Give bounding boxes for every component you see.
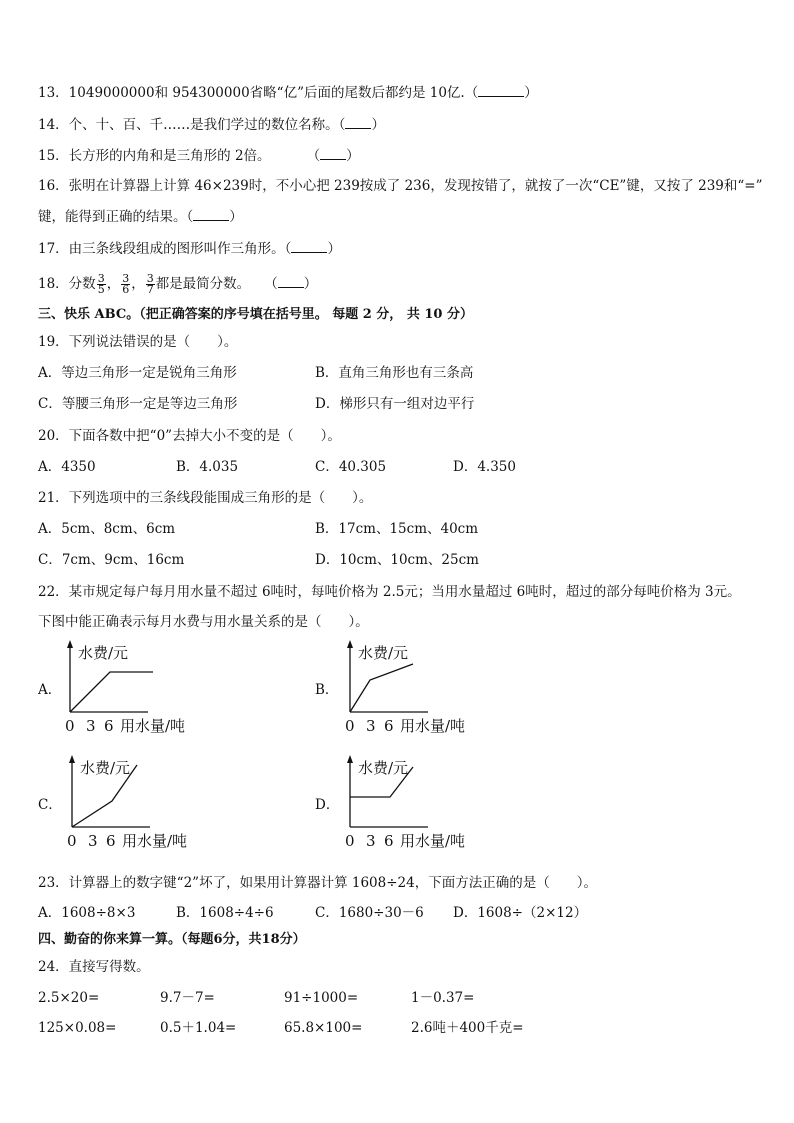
- question-16-line2: [38, 206, 243, 227]
- q20-option-c[interactable]: C．40.305: [315, 459, 387, 475]
- tick-0: 0: [65, 717, 75, 735]
- tick-0: 0: [345, 717, 355, 735]
- question-17-text: 17．由三条线段组成的图形叫作三角形。（: [38, 241, 292, 257]
- fraction-2: $\frac{3}{6}$: [122, 272, 130, 296]
- q22-graph-b[interactable]: [340, 640, 490, 739]
- question-20: 20．下面各数中把“0”去掉大小不变的是（ ）。: [38, 428, 341, 444]
- tick-6: 6: [384, 832, 394, 850]
- calc-item: 0.5＋1.04=: [160, 1020, 237, 1036]
- graph-line: [350, 664, 413, 712]
- graph-c-svg: [62, 755, 212, 853]
- graph-b-svg: [340, 640, 490, 735]
- answer-blank[interactable]: [320, 145, 346, 160]
- x-axis-label: 用水量/吨: [120, 717, 186, 735]
- y-arrow: [347, 755, 353, 763]
- tick-6: 6: [106, 832, 116, 850]
- question-18-text: 18．分数: [38, 276, 96, 292]
- tick-6: 6: [104, 717, 114, 735]
- q22-option-c-label[interactable]: C．: [38, 797, 62, 813]
- answer-blank[interactable]: [278, 273, 304, 288]
- question-16-line1: [38, 176, 763, 196]
- q22-option-a-label[interactable]: A．: [38, 682, 62, 698]
- q21-option-a[interactable]: A．5cm、8cm、6cm: [38, 521, 176, 537]
- y-arrow: [69, 755, 75, 763]
- q22-graph-c[interactable]: [62, 755, 212, 857]
- answer-blank[interactable]: [478, 82, 524, 97]
- section-3-title: 三、快乐 ABC。（把正确答案的序号填在括号里。 每题 2 分， 共 10 分）: [38, 307, 473, 322]
- tick-3: 3: [88, 832, 98, 850]
- question-16-text: 16．张明在计算器上计算 46×239时，不小心把 239按成了 236，发现按错了，就按了一次“CE”键，又按了 239和“=”: [38, 178, 763, 194]
- calc-item: 125×0.08=: [38, 1020, 117, 1036]
- paren-close: ）: [327, 241, 341, 257]
- tick-0: 0: [67, 832, 77, 850]
- paren-close: ）: [229, 209, 243, 225]
- calc-item: 9.7－7=: [160, 990, 215, 1006]
- q19-option-d[interactable]: D．梯形只有一组对边平行: [315, 396, 475, 412]
- tick-3: 3: [86, 717, 96, 735]
- question-13: [38, 82, 538, 103]
- q22-graph-a[interactable]: [60, 640, 210, 739]
- fraction-1: $\frac{3}{5}$: [97, 272, 105, 296]
- q23-option-c[interactable]: C．1680÷30－6: [315, 905, 424, 921]
- question-17: [38, 238, 341, 259]
- graph-line: [70, 672, 153, 712]
- calc-item: 91÷1000=: [284, 990, 359, 1006]
- question-13-text: 13．1049000000和 954300000省略“亿”后面的尾数后都约是 10亿.（: [38, 85, 479, 101]
- y-axis-label: 水费/元: [358, 759, 409, 777]
- paren-close: ）: [346, 148, 360, 164]
- question-14-text: 14．个、十、百、千……是我们学过的数位名称。（: [38, 117, 346, 133]
- tick-3: 3: [366, 832, 376, 850]
- q21-option-b[interactable]: B．17cm、15cm、40cm: [315, 521, 479, 537]
- y-arrow: [67, 640, 73, 648]
- q19-option-b[interactable]: B．直角三角形也有三条高: [315, 365, 474, 381]
- question-15-text: 15．长方形的内角和是三角形的 2倍。: [38, 148, 271, 164]
- y-axis-label: 水费/元: [80, 759, 131, 777]
- tick-0: 0: [345, 832, 355, 850]
- graph-a-svg: [60, 640, 210, 735]
- tick-6: 6: [384, 717, 394, 735]
- question-14: [38, 114, 385, 135]
- q23-option-b[interactable]: B．1608÷4÷6: [176, 905, 274, 921]
- calc-item: 1－0.37=: [411, 990, 475, 1006]
- q19-option-a[interactable]: A．等边三角形一定是锐角三角形: [38, 365, 237, 381]
- tick-3: 3: [366, 717, 376, 735]
- calc-item: 2.6吨＋400千克=: [411, 1020, 524, 1036]
- answer-blank[interactable]: [345, 114, 371, 129]
- q22-option-d-label[interactable]: D．: [315, 797, 340, 813]
- x-axis-label: 用水量/吨: [400, 717, 466, 735]
- question-22-line2: 下图中能正确表示每月水费与用水量关系的是（ ）。: [38, 614, 369, 630]
- y-axis-label: 水费/元: [78, 644, 129, 662]
- graph-d-svg: [340, 755, 490, 853]
- section-4-title: 四、勤奋的你来算一算。（每题6分，共18分）: [38, 932, 306, 947]
- answer-blank[interactable]: [291, 238, 327, 253]
- q23-option-d[interactable]: D．1608÷（2×12）: [453, 905, 588, 921]
- question-21: 21．下列选项中的三条线段能围成三角形的是（ ）。: [38, 490, 373, 506]
- question-15: [38, 145, 360, 166]
- y-axis-label: 水费/元: [358, 644, 409, 662]
- x-axis-label: 用水量/吨: [400, 832, 466, 850]
- question-19: 19．下列说法错误的是（ ）。: [38, 334, 238, 350]
- paren-close: ）: [524, 85, 538, 101]
- q19-option-c[interactable]: C．等腰三角形一定是等边三角形: [38, 396, 238, 412]
- question-16-text-cont: 键，能得到正确的结果。（: [38, 209, 194, 225]
- calc-item: 65.8×100=: [284, 1020, 363, 1036]
- question-18-text-end: 都是最简分数。: [155, 276, 251, 292]
- question-22-line1: 22．某市规定每户每月用水量不超过 6吨时，每吨价格为 2.5元；当用水量超过 6吨时，超过的部分每吨价格为 3元。: [38, 584, 741, 600]
- answer-blank[interactable]: [193, 206, 229, 221]
- q20-option-b[interactable]: B．4.035: [176, 459, 239, 475]
- q21-option-c[interactable]: C．7cm、9cm、16cm: [38, 552, 185, 568]
- y-arrow: [347, 640, 353, 648]
- question-24: 24．直接写得数。: [38, 959, 150, 975]
- question-23: 23．计算器上的数字键“2”坏了，如果用计算器计算 1608÷24，下面方法正确的是（ ）。: [38, 875, 597, 891]
- paren-close: ）: [371, 117, 385, 133]
- fraction-3: $\frac{3}{7}$: [146, 272, 154, 296]
- q20-option-a[interactable]: A．4350: [38, 459, 96, 475]
- q23-option-a[interactable]: A．1608÷8×3: [38, 905, 136, 921]
- q20-option-d[interactable]: D．4.350: [453, 459, 516, 475]
- calc-item: 2.5×20=: [38, 990, 100, 1006]
- question-18: 18．分数 $\frac{3}{5}$ ， $\frac{3}{6}$ ， $\frac{3}{7}$ 都是最简分数。 （ ）: [38, 272, 318, 296]
- x-axis-label: 用水量/吨: [122, 832, 188, 850]
- paren-open: （: [306, 148, 321, 164]
- q21-option-d[interactable]: D．10cm、10cm、25cm: [315, 552, 479, 568]
- q22-graph-d[interactable]: [340, 755, 490, 857]
- q22-option-b-label[interactable]: B．: [315, 682, 339, 698]
